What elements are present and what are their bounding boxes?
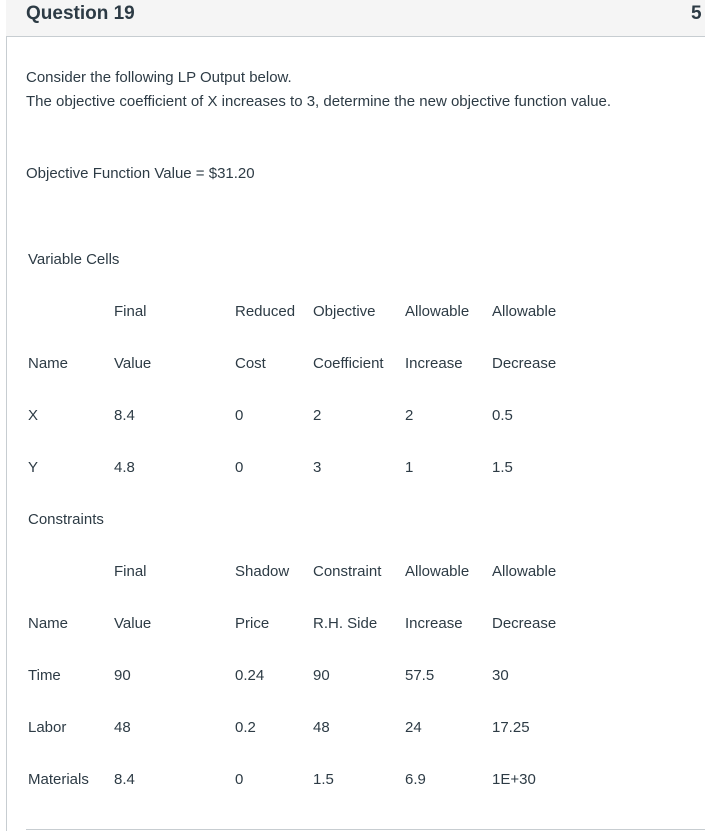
vc-header2-cell: Coefficient [313,355,384,372]
c-row-cell: Labor [28,719,67,736]
c-header2-cell: Price [235,615,270,632]
c-header2-cell: Value [114,615,152,632]
c-row-cell: 0.24 [235,667,265,684]
vc-row-cell: 2 [313,407,322,424]
c-row-cell: 0.2 [235,719,256,736]
vc-row-cell: Y [28,459,39,476]
vc-row-cell: 1 [405,459,414,476]
vc-row-cell: 8.4 [114,407,135,424]
vc-row-cell: 0.5 [492,407,513,424]
c-row-cell: 8.4 [114,771,135,788]
question-text-line-2: The objective coefficient of X increases to 3, determine the new objective function value. [26,93,612,110]
bottom-divider [26,829,705,830]
c-header2-cell: Decrease [492,615,557,632]
vc-row-cell: X [28,407,39,424]
vc-header1-cell: Allowable [492,303,557,320]
vc-row-cell: 4.8 [114,459,135,476]
c-row-cell: 90 [114,667,131,684]
question-frame [6,0,705,831]
c-row-cell: 48 [114,719,131,736]
vc-header2-cell: Name [28,355,69,372]
c-header1-cell: Final [114,563,147,580]
vc-header2-cell: Cost [235,355,266,372]
vc-header1-cell: Final [114,303,147,320]
c-header1-cell: Shadow [235,563,290,580]
c-row-cell: 1E+30 [492,771,536,788]
c-header1-cell: Allowable [492,563,557,580]
c-header2-cell: Name [28,615,69,632]
vc-header2-cell: Increase [405,355,463,372]
c-row-cell: Materials [28,771,89,788]
vc-row-cell: 1.5 [492,459,513,476]
question-title: Question 19 [26,3,135,24]
c-header2-cell: Increase [405,615,463,632]
c-row-cell: 24 [405,719,422,736]
c-header1-cell: Constraint [313,563,382,580]
vc-header2-cell: Decrease [492,355,557,372]
c-row-cell: 1.5 [313,771,334,788]
c-row-cell: 30 [492,667,509,684]
c-row-cell: 17.25 [492,719,530,736]
constraints-title: Constraints [28,511,104,528]
c-header1-cell: Allowable [405,563,470,580]
vc-row-cell: 3 [313,459,322,476]
objective-function-value: Objective Function Value = $31.20 [26,165,255,182]
c-row-cell: 90 [313,667,330,684]
c-row-cell: 0 [235,771,244,788]
c-row-cell: 6.9 [405,771,426,788]
question-text-line-1: Consider the following LP Output below. [26,69,292,86]
c-row-cell: 48 [313,719,330,736]
c-row-cell: 57.5 [405,667,435,684]
vc-row-cell: 2 [405,407,414,424]
vc-header1-cell: Reduced [235,303,296,320]
c-row-cell: Time [28,667,61,684]
vc-header1-cell: Objective [313,303,376,320]
vc-row-cell: 0 [235,459,244,476]
variable-cells-title: Variable Cells [28,251,120,268]
c-header2-cell: R.H. Side [313,615,378,632]
vc-header1-cell: Allowable [405,303,470,320]
vc-row-cell: 0 [235,407,244,424]
question-points: 5 [691,3,702,24]
vc-header2-cell: Value [114,355,152,372]
